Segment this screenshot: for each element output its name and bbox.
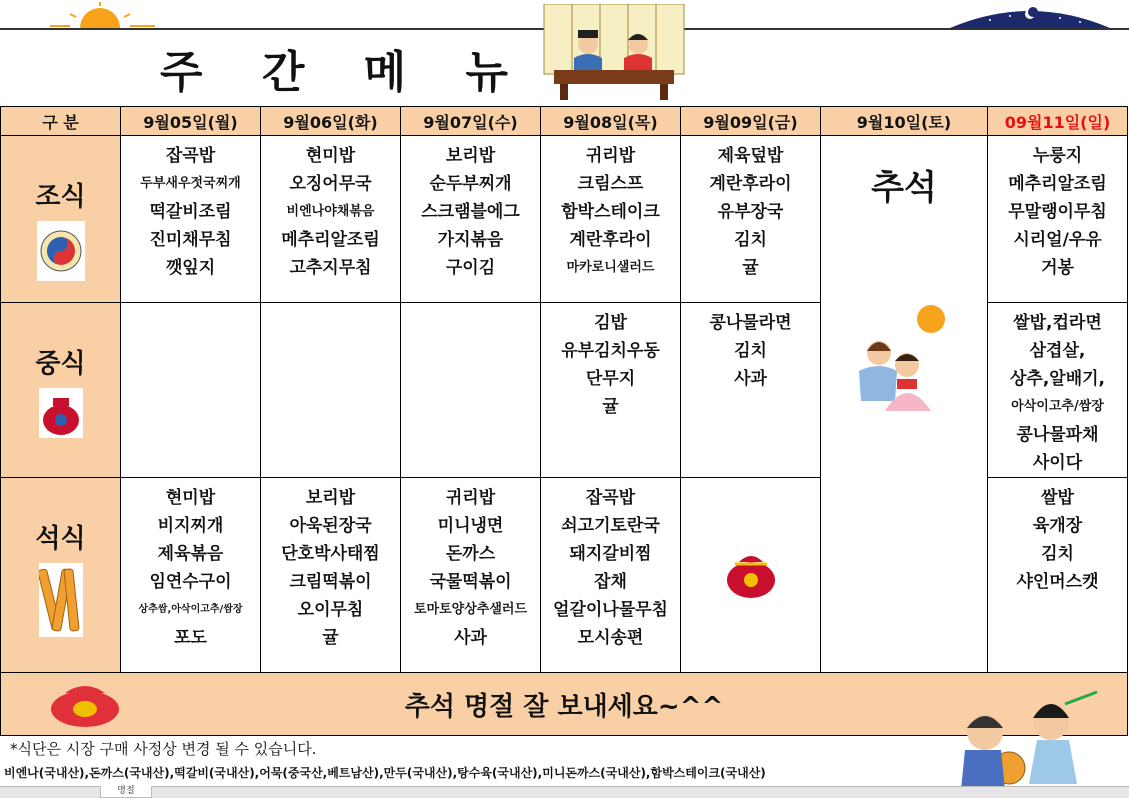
menu-item: 국물떡볶이 (429, 572, 512, 592)
menu-item: 김치 (1041, 544, 1074, 564)
menu-cell (401, 136, 541, 303)
menu-item: 김치 (734, 341, 767, 361)
menu-item: 단호박사태찜 (281, 544, 380, 564)
menu-cell (541, 303, 681, 478)
menu-cell-empty (681, 478, 821, 673)
menu-item: 무말랭이무침 (1008, 202, 1107, 222)
meal-label-breakfast: 조식 (1, 136, 121, 303)
menu-item: 임연수구이 (149, 572, 232, 592)
lucky-bag-icon (719, 546, 783, 600)
menu-change-note: *식단은 시장 구매 사정상 변경 될 수 있습니다. (10, 740, 317, 758)
menu-cell (988, 303, 1128, 478)
menu-item: 시리얼/우유 (1013, 230, 1102, 250)
menu-item: 깻잎지 (165, 258, 216, 278)
menu-cell (541, 136, 681, 303)
holiday-name: 추석 (871, 168, 937, 208)
day-header: 9월08일(목) (541, 107, 681, 136)
menu-item: 현미밥 (165, 488, 216, 508)
menu-item: 샤인머스캣 (1016, 572, 1099, 592)
menu-item: 돼지갈비찜 (569, 544, 652, 564)
menu-item: 귤 (602, 397, 619, 417)
menu-item: 오이무침 (297, 600, 364, 620)
day-header: 9월10일(토) (821, 107, 988, 136)
menu-cell (121, 478, 261, 673)
meal-label-dinner: 석식 (1, 478, 121, 673)
menu-item: 마카로니샐러드 (566, 260, 655, 275)
menu-item: 비엔나야채볶음 (286, 204, 375, 219)
menu-item: 진미채무침 (149, 230, 232, 250)
menu-cell (401, 478, 541, 673)
menu-cell (681, 136, 821, 303)
menu-item: 함박스테이크 (561, 202, 660, 222)
menu-item: 쇠고기토란국 (561, 516, 660, 536)
menu-item: 크림스프 (577, 174, 644, 194)
lucky-pouch-left-icon (35, 679, 135, 729)
drum-icon (37, 221, 85, 281)
menu-item: 귤 (742, 258, 759, 278)
menu-item: 구이김 (445, 258, 496, 278)
menu-item: 유부김치우동 (561, 341, 660, 361)
menu-item: 삼겹살, (1029, 341, 1086, 361)
menu-item: 사과 (454, 628, 487, 648)
menu-item: 가지볶음 (437, 230, 504, 250)
menu-item: 거봉 (1041, 258, 1074, 278)
menu-item: 메추리알조림 (281, 230, 380, 250)
holiday-cell (821, 136, 988, 673)
menu-cell (541, 478, 681, 673)
menu-item: 떡갈비조림 (149, 202, 232, 222)
menu-item: 계란후라이 (709, 174, 792, 194)
page-title: 주 간 메 뉴 (160, 47, 530, 98)
menu-item: 보리밥 (305, 488, 356, 508)
menu-item: 포도 (174, 628, 207, 648)
family-moon-illustration (849, 301, 959, 421)
menu-item: 김밥 (594, 313, 627, 333)
sheet-tab[interactable]: 명절 (100, 786, 152, 798)
menu-item: 상추쌈,아삭이고추/쌈장 (138, 604, 243, 615)
day-header: 9월05일(월) (121, 107, 261, 136)
menu-item: 아삭이고추/쌈장 (1011, 399, 1104, 414)
menu-item: 유부장국 (717, 202, 784, 222)
menu-item: 콩나물라면 (709, 313, 792, 333)
menu-item: 미니냉면 (437, 516, 504, 536)
sheet-tab-bar (0, 786, 1129, 798)
menu-item: 김치 (734, 230, 767, 250)
menu-item: 돈까스 (445, 544, 496, 564)
menu-cell (988, 478, 1128, 673)
menu-item: 순두부찌개 (429, 174, 512, 194)
menu-item: 현미밥 (305, 146, 356, 166)
menu-item: 상추,알배기, (1009, 369, 1106, 389)
menu-item: 잡채 (594, 572, 627, 592)
yut-sticks-icon (39, 563, 83, 637)
menu-cell-empty (401, 303, 541, 478)
menu-item: 얼갈이나물무침 (553, 600, 668, 620)
menu-item: 스크램블에그 (421, 202, 520, 222)
menu-item: 누룽지 (1032, 146, 1083, 166)
menu-cell-empty (261, 303, 401, 478)
menu-item: 크림떡볶이 (289, 572, 372, 592)
menu-item: 귀리밥 (585, 146, 636, 166)
origin-info: 비엔나(국내산),돈까스(국내산),떡갈비(국내산),어묵(중국산,베트남산),만두(국내산),탕수육(국내산),미니돈까스(국내산),함박스테이크(국내산) (4, 766, 766, 780)
menu-item: 잡곡밥 (585, 488, 636, 508)
menu-item: 귤 (322, 628, 339, 648)
menu-item: 모시송편 (577, 628, 644, 648)
menu-item: 콩나물파채 (1016, 425, 1099, 445)
meal-label-lunch: 중식 (1, 303, 121, 478)
menu-item: 육개장 (1032, 516, 1083, 536)
menu-item: 쌀밥 (1041, 488, 1074, 508)
day-header: 9월06일(화) (261, 107, 401, 136)
day-header: 9월09일(금) (681, 107, 821, 136)
menu-cell-empty (121, 303, 261, 478)
menu-item: 오징어무국 (289, 174, 372, 194)
menu-item: 아욱된장국 (289, 516, 372, 536)
header-label: 구 분 (1, 107, 121, 136)
menu-cell (681, 303, 821, 478)
day-header: 9월07일(수) (401, 107, 541, 136)
footer-message: 추석 명절 잘 보내세요~^^ (404, 691, 724, 722)
menu-item: 사이다 (1032, 453, 1083, 473)
menu-item: 고추지무침 (289, 258, 372, 278)
night-sky-decoration (950, 0, 1110, 28)
folding-screen-couple-illustration (540, 4, 688, 100)
menu-item: 귀리밥 (445, 488, 496, 508)
menu-cell (261, 478, 401, 673)
menu-item: 사과 (734, 369, 767, 389)
lucky-pouch-icon (39, 388, 83, 438)
weekly-menu-table (0, 106, 1128, 736)
dancing-kids-illustration (945, 684, 1105, 794)
menu-item: 계란후라이 (569, 230, 652, 250)
menu-cell (261, 136, 401, 303)
menu-item: 쌀밥,컵라면 (1013, 313, 1102, 333)
menu-item: 단무지 (585, 369, 636, 389)
menu-item: 제육덮밥 (717, 146, 784, 166)
day-header-sunday: 09월11일(일) (988, 107, 1128, 136)
menu-item: 토마토양상추샐러드 (413, 602, 528, 617)
menu-item: 보리밥 (445, 146, 496, 166)
menu-cell (988, 136, 1128, 303)
menu-cell (121, 136, 261, 303)
menu-item: 메추리알조림 (1008, 174, 1107, 194)
sunrise-decoration (40, 0, 160, 28)
menu-item: 비지찌개 (157, 516, 224, 536)
menu-item: 두부새우젓국찌개 (140, 176, 241, 191)
menu-item: 제육볶음 (157, 544, 224, 564)
menu-item: 잡곡밥 (165, 146, 216, 166)
